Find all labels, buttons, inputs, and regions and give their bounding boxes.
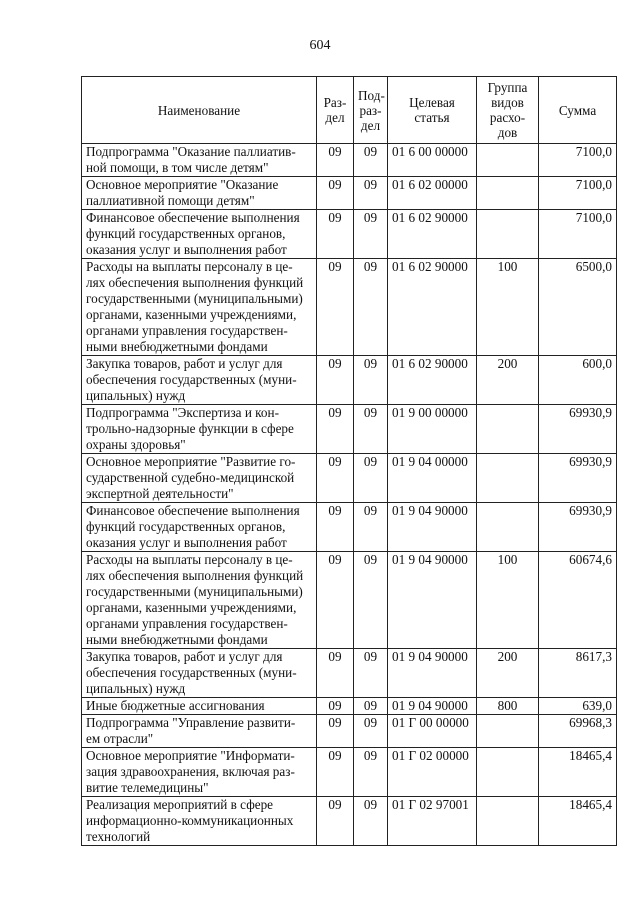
header-subsection: Под- раз- дел — [354, 77, 388, 144]
row-article: 01 9 04 90000 — [388, 649, 477, 698]
row-section: 09 — [317, 797, 354, 846]
row-subsection: 09 — [354, 177, 388, 210]
row-name: Расходы на выплаты персоналу в це- лях обеспечения выполнения функций государственными (муниципальными) органами, казенными учреждениями, органами управления государствен- ными внебюджетными фондами — [82, 552, 317, 649]
row-group — [477, 715, 539, 748]
row-sum: 7100,0 — [539, 210, 617, 259]
table-row — [82, 454, 617, 503]
budget-table — [81, 76, 617, 846]
table-row — [82, 177, 617, 210]
row-section: 09 — [317, 748, 354, 797]
row-article: 01 6 00 00000 — [388, 144, 477, 177]
row-name: Закупка товаров, работ и услуг для обеспечения государственных (муни- ципальных) нужд — [82, 356, 317, 405]
row-section: 09 — [317, 649, 354, 698]
row-subsection: 09 — [354, 715, 388, 748]
row-sum: 7100,0 — [539, 177, 617, 210]
row-sum: 69930,9 — [539, 503, 617, 552]
row-section: 09 — [317, 210, 354, 259]
row-article: 01 9 04 90000 — [388, 552, 477, 649]
row-article: 01 9 04 90000 — [388, 503, 477, 552]
row-sum: 69930,9 — [539, 405, 617, 454]
row-section: 09 — [317, 698, 354, 715]
row-article: 01 Г 00 00000 — [388, 715, 477, 748]
row-section: 09 — [317, 715, 354, 748]
row-group — [477, 797, 539, 846]
row-subsection: 09 — [354, 503, 388, 552]
table-row — [82, 797, 617, 846]
row-article: 01 9 04 00000 — [388, 454, 477, 503]
row-sum: 60674,6 — [539, 552, 617, 649]
row-subsection: 09 — [354, 649, 388, 698]
row-sum: 18465,4 — [539, 797, 617, 846]
row-subsection: 09 — [354, 144, 388, 177]
row-name: Основное мероприятие "Развитие го- сударственной судебно-медицинской экспертной деятельности" — [82, 454, 317, 503]
header-group: Группа видов расхо- дов — [477, 77, 539, 144]
row-article: 01 Г 02 97001 — [388, 797, 477, 846]
page-number: 604 — [309, 38, 331, 53]
row-group: 200 — [477, 356, 539, 405]
row-article: 01 6 02 00000 — [388, 177, 477, 210]
row-name: Основное мероприятие "Информати- зация здравоохранения, включая раз- витие телемедицины" — [82, 748, 317, 797]
row-subsection: 09 — [354, 797, 388, 846]
row-section: 09 — [317, 454, 354, 503]
row-name: Финансовое обеспечение выполнения функций государственных органов, оказания услуг и выполнения работ — [82, 210, 317, 259]
table-row — [82, 748, 617, 797]
row-article: 01 6 02 90000 — [388, 356, 477, 405]
table-row — [82, 715, 617, 748]
row-group: 800 — [477, 698, 539, 715]
table-row — [82, 405, 617, 454]
row-subsection: 09 — [354, 356, 388, 405]
row-name: Реализация мероприятий в сфере информационно-коммуникационных технологий — [82, 797, 317, 846]
header-section: Раз- дел — [317, 77, 354, 144]
row-group — [477, 454, 539, 503]
row-name: Иные бюджетные ассигнования — [82, 698, 317, 715]
row-subsection: 09 — [354, 210, 388, 259]
row-subsection: 09 — [354, 748, 388, 797]
row-subsection: 09 — [354, 698, 388, 715]
row-section: 09 — [317, 503, 354, 552]
row-sum: 8617,3 — [539, 649, 617, 698]
header-name: Наименование — [82, 77, 317, 144]
row-name: Финансовое обеспечение выполнения функций государственных органов, оказания услуг и выполнения работ — [82, 503, 317, 552]
row-sum: 600,0 — [539, 356, 617, 405]
row-sum: 7100,0 — [539, 144, 617, 177]
row-name: Расходы на выплаты персоналу в це- лях обеспечения выполнения функций государственными (муниципальными) органами, казенными учреждениями, органами управления государствен- ными внебюджетными фондами — [82, 259, 317, 356]
row-name: Подпрограмма "Управление развити- ем отрасли" — [82, 715, 317, 748]
row-article: 01 6 02 90000 — [388, 259, 477, 356]
row-group — [477, 144, 539, 177]
table-row — [82, 259, 617, 356]
row-section: 09 — [317, 552, 354, 649]
header-sum: Сумма — [539, 77, 617, 144]
row-sum: 69930,9 — [539, 454, 617, 503]
row-group — [477, 748, 539, 797]
row-name: Подпрограмма "Оказание паллиатив- ной помощи, в том числе детям" — [82, 144, 317, 177]
row-sum: 18465,4 — [539, 748, 617, 797]
row-subsection: 09 — [354, 552, 388, 649]
row-section: 09 — [317, 144, 354, 177]
row-subsection: 09 — [354, 454, 388, 503]
row-name: Подпрограмма "Экспертиза и кон- трольно-надзорные функции в сфере охраны здоровья" — [82, 405, 317, 454]
row-article: 01 9 04 90000 — [388, 698, 477, 715]
row-group: 200 — [477, 649, 539, 698]
row-group — [477, 405, 539, 454]
table-row — [82, 649, 617, 698]
row-section: 09 — [317, 356, 354, 405]
row-group — [477, 503, 539, 552]
table-row — [82, 356, 617, 405]
row-article: 01 9 00 00000 — [388, 405, 477, 454]
row-section: 09 — [317, 259, 354, 356]
row-sum: 639,0 — [539, 698, 617, 715]
row-name: Основное мероприятие "Оказание паллиативной помощи детям" — [82, 177, 317, 210]
row-section: 09 — [317, 405, 354, 454]
row-article: 01 6 02 90000 — [388, 210, 477, 259]
row-sum: 6500,0 — [539, 259, 617, 356]
table-row — [82, 144, 617, 177]
table-row — [82, 552, 617, 649]
row-group — [477, 177, 539, 210]
row-name: Закупка товаров, работ и услуг для обеспечения государственных (муни- ципальных) нужд — [82, 649, 317, 698]
table-row — [82, 698, 617, 715]
row-section: 09 — [317, 177, 354, 210]
header-row — [82, 77, 617, 144]
table-row — [82, 210, 617, 259]
row-sum: 69968,3 — [539, 715, 617, 748]
row-article: 01 Г 02 00000 — [388, 748, 477, 797]
row-group: 100 — [477, 552, 539, 649]
header-article: Целевая статья — [388, 77, 477, 144]
row-group — [477, 210, 539, 259]
row-subsection: 09 — [354, 405, 388, 454]
table-row — [82, 503, 617, 552]
row-group: 100 — [477, 259, 539, 356]
row-subsection: 09 — [354, 259, 388, 356]
